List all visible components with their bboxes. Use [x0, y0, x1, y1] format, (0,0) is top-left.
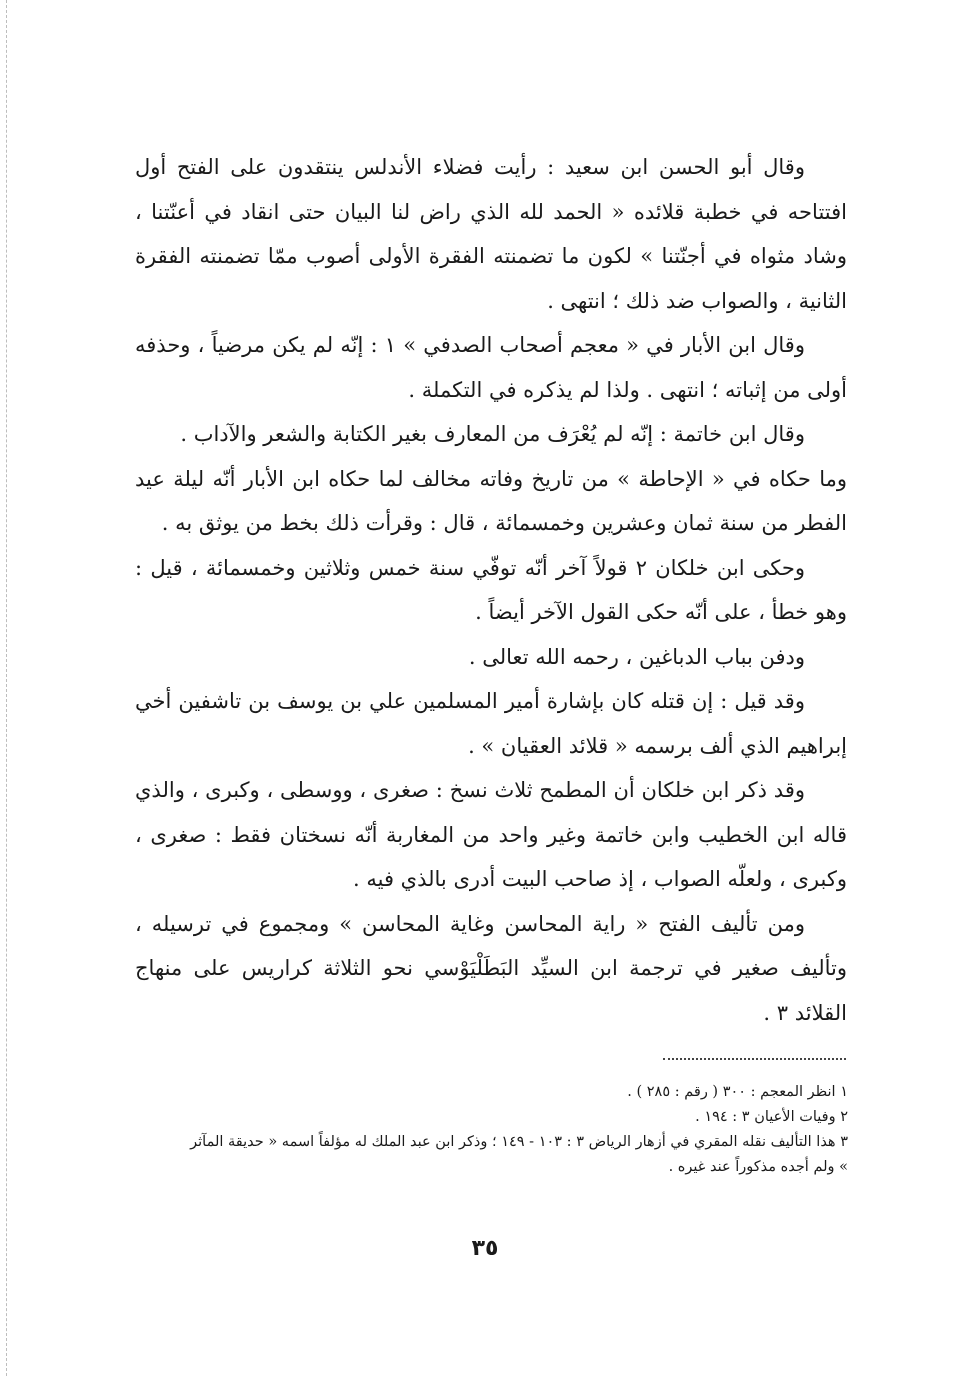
paragraph: ودفن بباب الدباغين ، رحمه الله تعالى .: [468, 644, 805, 669]
paragraph: وقد قيل : إن قتله كان بإشارة أمير المسلمين علي بن يوسف بن تاشفين أخي إبراهيم الذي ألف برسمه « قلائد العقيان » .: [135, 689, 847, 758]
paragraph: وقال ابن الأبار في « معجم أصحاب الصدفي » ١ : إنّه لم يكن مرضياً ، وحذفه أولى من إثباته ؛ انتهى . ولذا لم يذكره في التكملة .: [135, 333, 847, 402]
footnote-separator: [663, 1058, 846, 1060]
footnote-3: ٣ هذا التأليف نقله المقري في أزهار الرياض ٣ : ١٠٣ - ١٤٩ ؛ وذكر ابن عبد الملك له مؤلفاً اسمه « حديقة المآثر » ولم أجده مذكوراً عند غيره .: [190, 1134, 848, 1175]
main-text-body: [135, 145, 847, 1035]
scan-edge-line: [6, 0, 7, 1376]
paragraph: وقال ابن خاتمة : إنّه لم يُعْرَف من المعارف بغير الكتابة والشعر والآداب .: [180, 422, 805, 446]
footnote-1: ١ انظر المعجم : ٣٠٠ ( رقم : ٢٨٥ ) .: [627, 1084, 848, 1100]
page-number: ٣٥: [471, 1236, 499, 1261]
footnote-2: ٢ وفيات الأعيان ٣ : ١٩٤ .: [695, 1109, 848, 1125]
paragraph: وقال أبو الحسن ابن سعيد : رأيت فضلاء الأندلس ينتقدون على الفتح أول افتتاحه في خطبة قلائده « الحمد لله الذي راض لنا البيان حتى انقاد في أعنّتنا ، وشاد مثواه في أجنّتنا » لكون ما تضمنته الفقرة الأولى أصوب ممّا تضمنته الفقرة الثانية ، والصواب ضد ذلك ؛ انتهى .: [135, 155, 847, 313]
paragraph: ومن تأليف الفتح « راية المحاسن وغاية المحاسن » ومجموع في ترسيله ، وتأليف صغير في ترجمة ابن السيِّد البَطَلْيَوْسي نحو الثلاثة كراريس على منهاج القلائد ٣ .: [135, 911, 847, 1025]
paragraph: وحكى ابن خلكان ٢ قولاً آخر أنّه توفّي سنة خمس وثلاثين وخمسمائة ، قيل : وهو خطأ ، على أنّه حكى القول الآخر أيضاً .: [135, 555, 847, 624]
footnotes: [180, 1080, 848, 1180]
paragraph: وقد ذكر ابن خلكان أن المطمح ثلاث نسخ : صغرى ، ووسطى ، وكبرى ، والذي قاله ابن الخطيب وابن خاتمة وغير واحد من المغاربة أنّه نسختان فقط : صغرى ، وكبرى ، ولعلّه الصواب ، إذ صاحب البيت أدرى بالذي فيه .: [135, 778, 847, 891]
paragraph: وما حكاه في « الإحاطة » من تاريخ وفاته مخالف لما حكاه ابن الأبار أنّه ليلة عيد الفطر من سنة ثمان وعشرين وخمسمائة ، قال : وقرأت ذلك بخط من يوثق به .: [135, 466, 847, 535]
